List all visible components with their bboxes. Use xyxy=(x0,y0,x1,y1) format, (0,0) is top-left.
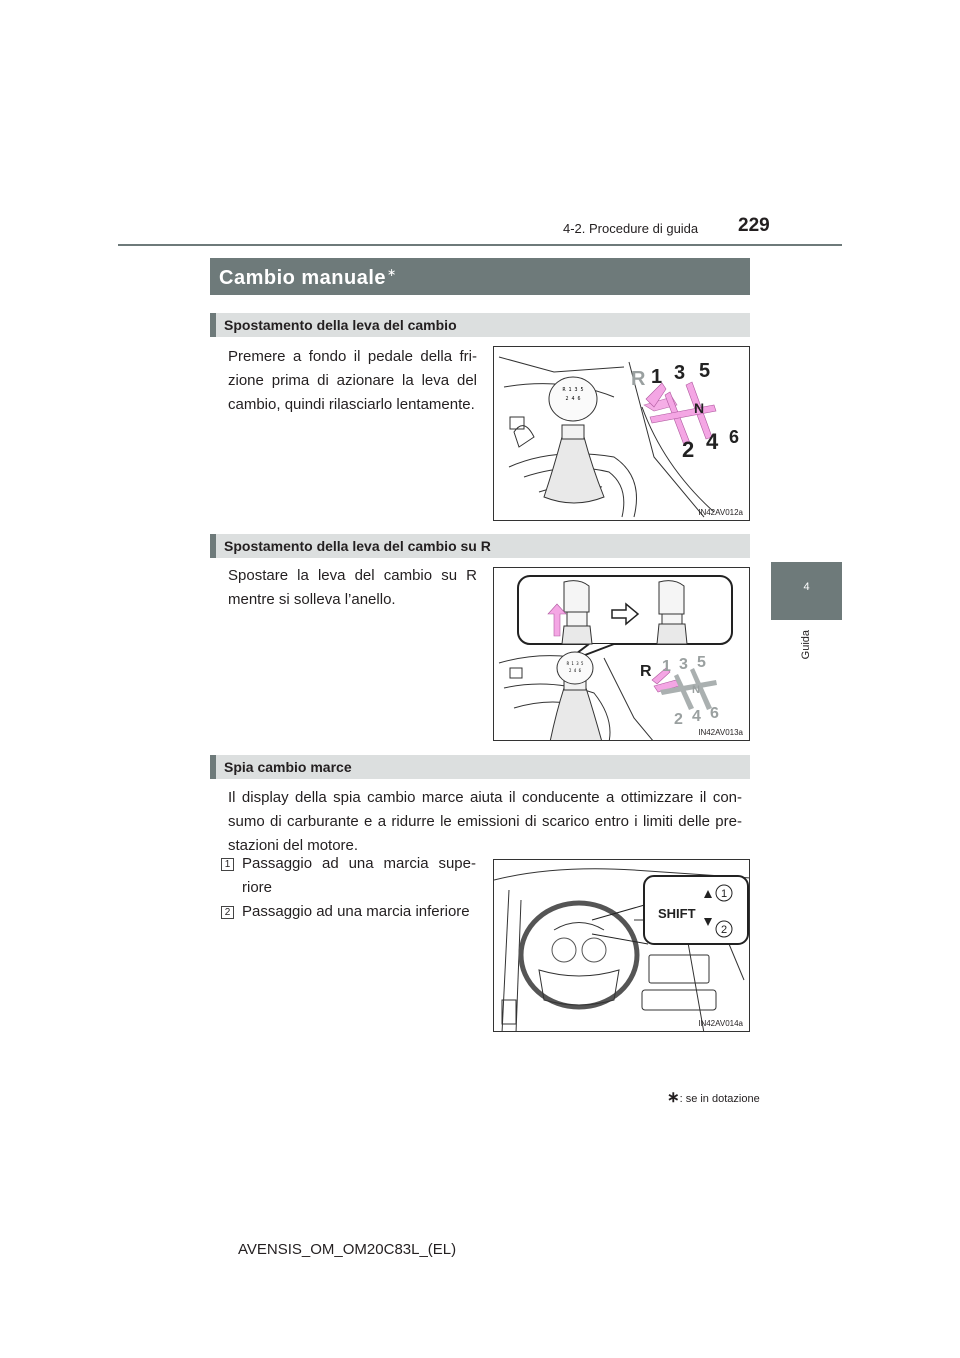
gate-label-n: N xyxy=(692,684,700,696)
reverse-shift-illustration xyxy=(494,568,750,741)
section-heading-accent xyxy=(210,755,216,779)
section-paragraph-text: Premere a fondo il pedale della frizione prima di azionare la leva del cambio, quindi rilasciarlo lentamente. xyxy=(228,348,477,413)
section-heading-accent xyxy=(210,313,216,337)
list-item xyxy=(242,900,482,924)
footnote-text: : se in dotazione xyxy=(679,1093,760,1105)
figure-code: IN42AV013a xyxy=(698,728,743,737)
callout-2: 2 xyxy=(720,924,728,936)
gate-label-6: 6 xyxy=(729,427,740,447)
callout-1: 1 xyxy=(720,888,728,900)
section-heading xyxy=(210,313,750,337)
section-paragraph xyxy=(228,564,477,612)
gate-label-r: R xyxy=(631,368,646,390)
gate-label-1: 1 xyxy=(662,658,671,675)
gearshift-figure xyxy=(493,346,750,521)
section-heading-text: Spia cambio marce xyxy=(224,759,352,775)
gate-label-3: 3 xyxy=(679,656,688,673)
page-title-text: Cambio manuale xyxy=(219,267,387,289)
chapter-label: Guida xyxy=(800,630,812,660)
chapter-tab xyxy=(771,562,842,620)
knob-pattern-top: R 1 3 5 xyxy=(562,387,584,393)
footnote-mark: ∗ xyxy=(667,1089,680,1106)
section-heading xyxy=(210,534,750,558)
document-code: AVENSIS_OM_OM20C83L_(EL) xyxy=(238,1241,457,1258)
footnote xyxy=(667,1088,760,1106)
knob-pattern-bottom: 2 4 6 xyxy=(565,396,581,402)
knob-pattern-bottom: 2 4 6 xyxy=(568,668,582,673)
header-rule xyxy=(118,244,842,246)
gate-label-4: 4 xyxy=(692,708,701,725)
running-head: 4-2. Procedure di guida xyxy=(563,221,699,236)
gate-label-4: 4 xyxy=(706,429,719,454)
section-paragraph-text: Spostare la leva del cambio su R mentre si solleva l’anello. xyxy=(228,567,477,608)
section-paragraph-text: Il display della spia cambio marce aiuta il conducente a ottimizzare il consumo di carburante e a ridurre le emissioni di scarico entro i limiti delle prestazioni del motore. xyxy=(228,789,742,854)
page-number: 229 xyxy=(738,215,770,236)
gearshift-illustration xyxy=(494,347,750,521)
gate-label-n: N xyxy=(694,400,705,416)
item-marker: 2 xyxy=(221,906,234,919)
knob-pattern-top: R 1 3 5 xyxy=(566,661,584,666)
gate-label-2: 2 xyxy=(682,437,695,462)
gate-label-5: 5 xyxy=(697,654,706,671)
shift-indicator-figure xyxy=(493,859,750,1032)
gate-label-r: R xyxy=(640,663,652,680)
list-item-text: Passaggio ad una marcia inferiore xyxy=(242,903,470,920)
section-heading-accent xyxy=(210,534,216,558)
reverse-shift-figure xyxy=(493,567,750,741)
figure-code: IN42AV012a xyxy=(698,508,743,517)
optional-equipment-mark: ∗ xyxy=(387,267,397,279)
gate-label-6: 6 xyxy=(710,705,719,722)
gate-label-5: 5 xyxy=(699,360,711,382)
section-heading xyxy=(210,755,750,779)
section-paragraph xyxy=(228,786,742,858)
shift-indicator-illustration xyxy=(494,860,750,1032)
list-item-text: Passaggio ad una marcia superiore xyxy=(242,855,476,896)
chapter-number: 4 xyxy=(803,581,810,593)
gate-label-1: 1 xyxy=(651,366,663,388)
section-heading-text: Spostamento della leva del cambio xyxy=(224,317,457,333)
list-item xyxy=(242,852,476,900)
shift-indicator-label: SHIFT xyxy=(658,906,696,921)
item-marker: 1 xyxy=(221,858,234,871)
figure-code: IN42AV014a xyxy=(698,1019,743,1028)
page-title xyxy=(210,258,750,295)
section-heading-text: Spostamento della leva del cambio su R xyxy=(224,538,491,554)
gate-label-3: 3 xyxy=(674,362,686,384)
gate-label-2: 2 xyxy=(674,711,683,728)
section-paragraph xyxy=(228,345,477,417)
